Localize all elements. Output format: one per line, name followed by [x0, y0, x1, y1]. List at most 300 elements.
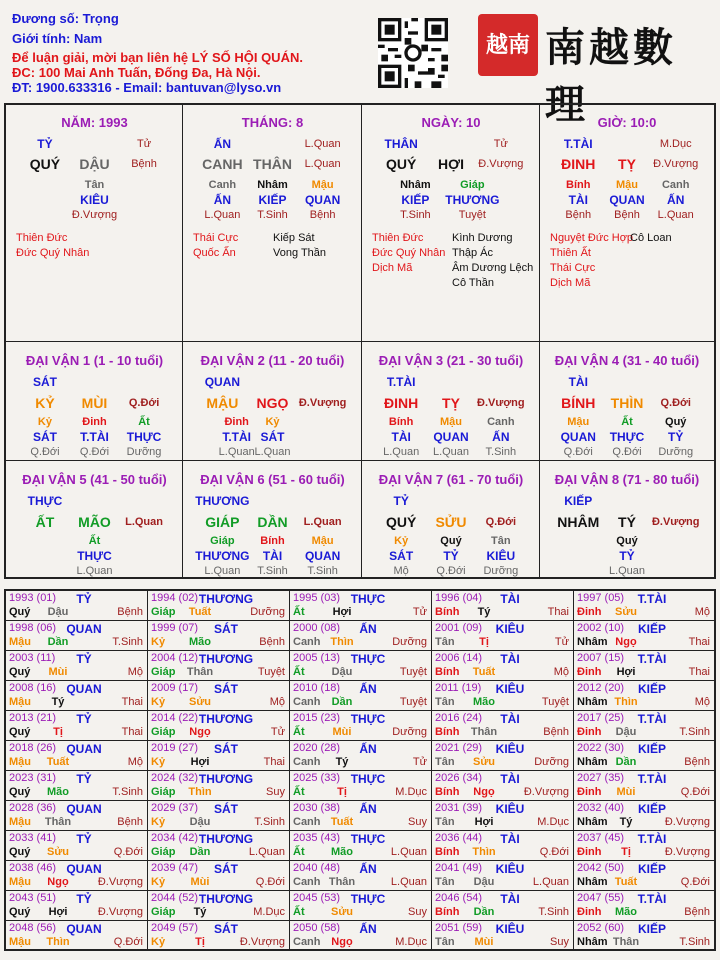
year-cell	[290, 621, 432, 651]
dai-van-hidden-growth: Dưỡng	[126, 446, 162, 458]
dai-van-hidden-ten-god: SÁT	[32, 430, 57, 444]
dai-van-hidden-ten-god: QUAN	[560, 430, 596, 444]
year-growth: Q.Đới	[680, 786, 710, 798]
dai-van-branch: MÙI	[81, 395, 108, 411]
year-branch: Thân	[470, 726, 498, 738]
year-growth: T.Sinh	[538, 906, 569, 918]
year-label: 1993 (01)	[9, 592, 57, 604]
year-stem: Bính	[435, 786, 460, 798]
year-cell	[432, 651, 574, 681]
dai-van-hidden-ten-god: TÀI	[391, 430, 411, 444]
year-growth: Đ.Vượng	[523, 786, 569, 798]
year-cell	[148, 801, 290, 831]
year-branch: Mùi	[616, 786, 636, 798]
dai-van-hidden-stem: Mậu	[311, 535, 334, 547]
year-growth: Bệnh	[543, 726, 569, 738]
year-cell	[290, 801, 432, 831]
dai-van-branch: DẦN	[257, 514, 288, 530]
year-branch: Dậu	[473, 876, 495, 888]
year-stem: Ất	[293, 606, 305, 618]
year-growth: Suy	[408, 816, 427, 828]
year-cell	[574, 831, 714, 861]
year-ten-god: THỰC	[350, 592, 386, 606]
year-label: 2035 (43)	[293, 832, 341, 844]
year-growth: Thai	[263, 756, 285, 768]
dai-van-state: Q.Đới	[485, 516, 517, 528]
hidden-stem: Canh	[661, 179, 690, 191]
year-stem: Kỷ	[151, 876, 166, 888]
year-cell	[148, 861, 290, 891]
dai-van-stem: BÍNH	[561, 395, 596, 411]
year-stem: Ất	[293, 846, 305, 858]
pillar-stem: QUÝ	[385, 156, 417, 172]
hidden-stem: Nhâm	[257, 179, 288, 191]
year-growth: Tuyệt	[257, 666, 285, 678]
year-ten-god: TỶ	[76, 652, 92, 666]
dai-van-hidden-growth: Mộ	[393, 565, 409, 577]
year-label: 2037 (45)	[577, 832, 625, 844]
year-branch: Mùi	[474, 936, 494, 948]
year-stem: Nhâm	[577, 816, 608, 828]
year-cell	[290, 891, 432, 921]
year-cell	[290, 861, 432, 891]
star-item: Đức Quý Nhân	[372, 247, 446, 259]
year-branch: Dần	[473, 906, 495, 918]
hidden-growth: Bệnh	[614, 209, 640, 221]
dai-van-stem: ĐINH	[384, 395, 419, 411]
year-stem: Giáp	[151, 786, 176, 798]
pillar-branch: DẬU	[79, 156, 110, 172]
year-ten-god: KIẾP	[637, 802, 667, 816]
year-growth: Đ.Vượng	[664, 816, 710, 828]
year-branch: Dần	[331, 696, 353, 708]
year-growth: Bệnh	[117, 816, 143, 828]
year-growth: T.Sinh	[679, 726, 710, 738]
year-branch: Tuất	[188, 606, 212, 618]
star-item: Thập Ác	[452, 247, 493, 259]
year-ten-god: THƯƠNG	[198, 712, 254, 726]
year-branch: Thân	[186, 666, 214, 678]
year-ten-god: ẤN	[359, 922, 377, 936]
year-ten-god: KIẾP	[637, 742, 667, 756]
year-cell	[148, 711, 290, 741]
year-ten-god: THỰC	[350, 652, 386, 666]
year-branch: Ngọ	[615, 636, 637, 648]
year-label: 2041 (49)	[435, 862, 483, 874]
year-ten-god: TỶ	[76, 772, 92, 786]
year-label: 2033 (41)	[9, 832, 57, 844]
year-cell	[574, 921, 714, 951]
inauspicious-stars	[273, 231, 326, 261]
year-cell	[148, 651, 290, 681]
auspicious-stars	[550, 231, 633, 291]
dai-van-ten-god: THƯƠNG	[195, 494, 250, 508]
year-branch: Sửu	[46, 846, 70, 858]
year-label: 2015 (23)	[293, 712, 341, 724]
year-growth: Dưỡng	[392, 636, 427, 648]
dai-van-hidden-ten-god: TỶ	[443, 549, 459, 563]
year-stem: Kỷ	[151, 636, 166, 648]
year-cell	[432, 861, 574, 891]
dai-van-state: Q.Đới	[128, 397, 160, 409]
year-branch: Tị	[337, 786, 347, 798]
owner-name: Đương số: Trọng	[12, 11, 119, 26]
dai-van-hidden-growth: L.Quan	[254, 446, 291, 458]
year-cell	[574, 771, 714, 801]
dai-van-title: ĐẠI VẬN 3 (21 - 30 tuổi)	[378, 353, 524, 368]
year-ten-god: ẤN	[359, 682, 377, 696]
star-item: Âm Dương Lệch	[452, 262, 534, 274]
year-label: 2007 (15)	[577, 652, 625, 664]
star-item: Kình Dương	[452, 232, 513, 244]
dai-van-hidden-stem: Quý	[616, 535, 638, 547]
year-cell	[432, 741, 574, 771]
year-cell	[6, 801, 148, 831]
year-growth: L.Quan	[390, 876, 427, 888]
dai-van-stem: ẤT	[35, 514, 55, 530]
dai-van-hidden-stem: Kỷ	[394, 535, 409, 547]
year-stem: Đinh	[577, 906, 602, 918]
year-label: 2003 (11)	[9, 652, 56, 664]
year-ten-god: TỶ	[76, 592, 92, 606]
year-label: 1999 (07)	[151, 622, 199, 634]
year-branch: Tý	[335, 756, 349, 768]
year-label: 2045 (53)	[293, 892, 341, 904]
year-stem: Đinh	[577, 786, 602, 798]
dai-van-hidden-growth: L.Quan	[608, 565, 646, 577]
dai-van-hidden-stem: Mậu	[440, 416, 462, 428]
hidden-growth: L.Quan	[204, 209, 241, 221]
dai-van-title: ĐẠI VẬN 8 (71 - 80 tuổi)	[554, 472, 700, 487]
dai-van-state: L.Quan	[303, 516, 342, 528]
dai-van-ten-god: SÁT	[32, 375, 57, 389]
year-stem: Kỷ	[151, 696, 166, 708]
year-stem: Đinh	[577, 606, 602, 618]
year-label: 2049 (57)	[151, 922, 199, 934]
year-cell	[290, 921, 432, 951]
year-growth: M.Dục	[395, 936, 427, 948]
year-label: 2046 (54)	[435, 892, 483, 904]
year-stem: Bính	[435, 666, 460, 678]
year-growth: Tử	[412, 606, 427, 618]
inauspicious-stars	[630, 231, 672, 246]
year-cell	[6, 591, 148, 621]
year-ten-god: QUAN	[66, 802, 102, 816]
year-stem: Bính	[435, 726, 460, 738]
year-cell	[6, 861, 148, 891]
year-ten-god: KIÊU	[495, 862, 525, 876]
dai-van-hidden-ten-god: QUAN	[304, 549, 341, 563]
year-cell	[432, 771, 574, 801]
year-branch: Mão	[189, 636, 211, 648]
dai-van-hidden-growth: Q.Đới	[612, 446, 642, 458]
year-label: 2006 (14)	[435, 652, 483, 664]
hidden-stem: Mậu	[311, 179, 334, 191]
dai-van-hidden-stem: Bính	[388, 416, 414, 428]
pillar-branch: TỴ	[618, 156, 636, 172]
year-cell	[148, 771, 290, 801]
year-branch: Tý	[51, 696, 65, 708]
year-growth: M.Dục	[253, 906, 285, 918]
year-label: 2044 (52)	[151, 892, 199, 904]
year-branch: Thân	[612, 936, 640, 948]
dai-van-branch: TÝ	[618, 514, 636, 530]
year-label: 2038 (46)	[9, 862, 57, 874]
year-ten-god: SÁT	[214, 682, 238, 696]
pillar-title: GIỜ: 10:0	[597, 115, 657, 130]
auspicious-stars	[193, 231, 238, 261]
year-ten-god: T.TÀI	[637, 892, 667, 906]
year-branch: Thân	[328, 876, 356, 888]
year-ten-god: TÀI	[500, 892, 520, 906]
dai-van-hidden-growth: L.Quan	[432, 446, 470, 458]
year-branch: Sửu	[614, 606, 638, 618]
year-growth: Thai	[688, 636, 710, 648]
dai-van-stem: NHÂM	[557, 514, 600, 530]
year-branch: Thìn	[46, 936, 70, 948]
year-label: 2030 (38)	[293, 802, 341, 814]
year-branch: Mão	[47, 786, 69, 798]
year-stem: Quý	[9, 726, 31, 738]
hidden-growth: Bệnh	[309, 209, 336, 221]
dai-van-hidden-ten-god: KIÊU	[486, 549, 516, 563]
year-cell	[6, 921, 148, 951]
year-label: 2026 (34)	[435, 772, 483, 784]
year-cell	[574, 861, 714, 891]
pillar-branch: HỢI	[438, 156, 464, 172]
year-branch: Dần	[189, 846, 211, 858]
year-growth: Thai	[121, 726, 143, 738]
year-cell	[290, 741, 432, 771]
year-cell	[432, 711, 574, 741]
dai-van-stem: QUÝ	[385, 514, 417, 530]
year-label: 2029 (37)	[151, 802, 199, 814]
year-ten-god: T.TÀI	[637, 592, 667, 606]
year-cell	[574, 741, 714, 771]
year-growth: L.Quan	[248, 846, 285, 858]
star-item: Dịch Mã	[550, 277, 591, 289]
year-branch: Sửu	[330, 906, 354, 918]
year-label: 2008 (16)	[9, 682, 57, 694]
star-item: Vong Thần	[273, 247, 327, 259]
year-growth: Suy	[266, 786, 285, 798]
year-label: 2050 (58)	[293, 922, 341, 934]
gender: Giới tính: Nam	[12, 31, 103, 46]
hidden-ten-god: TÀI	[568, 193, 588, 207]
year-ten-god: TÀI	[500, 652, 520, 666]
year-ten-god: SÁT	[214, 862, 238, 876]
year-label: 2019 (27)	[151, 742, 199, 754]
dai-van-state: Đ.Vượng	[477, 397, 525, 409]
year-ten-god: QUAN	[66, 682, 102, 696]
dai-van-hidden-stem: Đinh	[82, 416, 107, 428]
year-label: 2039 (47)	[151, 862, 199, 874]
year-stem: Quý	[9, 906, 31, 918]
year-cell	[574, 651, 714, 681]
year-branch: Dậu	[47, 606, 69, 618]
year-stem: Kỷ	[151, 936, 166, 948]
dai-van-hidden-ten-god: THỰC	[77, 549, 112, 563]
year-stem: Canh	[293, 696, 321, 708]
year-label: 2022 (30)	[577, 742, 625, 754]
year-branch: Ngọ	[47, 876, 69, 888]
contact-note: Để luận giải, mời bạn liên hệ LÝ SỐ HỘI QUÁN.	[12, 50, 303, 65]
dai-van-ten-god: QUAN	[204, 375, 241, 389]
phone-email[interactable]: ĐT: 1900.633316 - Email: bantuvan@lyso.vn	[12, 80, 282, 95]
year-ten-god: T.TÀI	[637, 772, 667, 786]
year-label: 2040 (48)	[293, 862, 341, 874]
hidden-growth: Đ.Vượng	[71, 209, 118, 221]
year-ten-god: THƯƠNG	[198, 892, 254, 906]
dai-van-title: ĐẠI VẬN 4 (31 - 40 tuổi)	[554, 353, 700, 368]
dai-van-stem: MẬU	[206, 395, 239, 411]
year-ten-god: TỶ	[76, 832, 92, 846]
year-ten-god: KIÊU	[495, 682, 525, 696]
year-growth: T.Sinh	[112, 786, 143, 798]
hidden-stem: Tân	[84, 179, 105, 191]
year-label: 1998 (06)	[9, 622, 57, 634]
year-cell	[432, 831, 574, 861]
year-branch: Mão	[331, 846, 353, 858]
year-ten-god: TÀI	[500, 832, 520, 846]
year-label: 2023 (31)	[9, 772, 57, 784]
year-cell	[432, 681, 574, 711]
dai-van-branch: NGỌ	[256, 395, 289, 411]
year-stem: Nhâm	[577, 696, 608, 708]
dai-van-hidden-growth: Q.Đới	[30, 446, 60, 458]
year-stem: Mậu	[9, 756, 31, 768]
dai-van-hidden-growth: L.Quan	[218, 446, 255, 458]
year-branch: Dần	[47, 636, 69, 648]
year-cell	[574, 891, 714, 921]
year-stem: Canh	[293, 756, 321, 768]
year-branch: Tuất	[46, 756, 70, 768]
year-stem: Quý	[9, 606, 31, 618]
year-branch: Mùi	[48, 666, 68, 678]
year-label: 2016 (24)	[435, 712, 483, 724]
dai-van-hidden-growth: T.Sinh	[307, 565, 338, 577]
year-cell	[432, 801, 574, 831]
year-growth: Tuyệt	[399, 666, 427, 678]
dai-van-hidden-ten-god: T.TÀI	[80, 430, 109, 444]
dai-van-state: Đ.Vượng	[298, 397, 347, 409]
year-growth: Thai	[688, 666, 710, 678]
year-growth: Q.Đới	[539, 846, 569, 858]
year-stem: Tân	[435, 816, 455, 828]
year-branch: Hợi	[616, 666, 636, 678]
pillar-title: NĂM: 1993	[61, 115, 128, 130]
year-label: 2020 (28)	[293, 742, 341, 754]
year-ten-god: KIẾP	[637, 622, 667, 636]
year-ten-god: SÁT	[214, 742, 238, 756]
year-growth: Tử	[412, 756, 427, 768]
dai-van-hidden-ten-god: THỰC	[609, 430, 645, 444]
dai-van-hidden-stem: Kỷ	[265, 416, 280, 428]
year-label: 2036 (44)	[435, 832, 483, 844]
dai-van-stem: KỶ	[35, 395, 55, 411]
year-cell	[432, 621, 574, 651]
year-growth: Mộ	[127, 756, 143, 768]
auspicious-stars	[16, 231, 89, 261]
year-stem: Nhâm	[577, 636, 608, 648]
star-item: Dịch Mã	[372, 262, 413, 274]
star-item: Kiếp Sát	[273, 232, 315, 244]
year-growth: T.Sinh	[112, 636, 143, 648]
year-ten-god: TỶ	[76, 892, 92, 906]
year-ten-god: QUAN	[66, 622, 102, 636]
dai-van-branch: MÃO	[78, 514, 111, 530]
year-branch: Dậu	[615, 726, 637, 738]
star-item: Thiên Đức	[16, 232, 68, 244]
star-item: Thiên Ất	[550, 247, 591, 259]
year-label: 2004 (12)	[151, 652, 199, 664]
star-item: Cô Thần	[452, 277, 494, 289]
year-cell	[290, 681, 432, 711]
year-growth: Thai	[547, 606, 569, 618]
dai-van-hidden-growth: L.Quan	[383, 446, 420, 458]
year-label: 2031 (39)	[435, 802, 483, 814]
address: ĐC: 100 Mai Anh Tuấn, Đống Đa, Hà Nội.	[12, 65, 261, 80]
year-cell	[6, 891, 148, 921]
year-label: 2047 (55)	[577, 892, 625, 904]
year-label: 1997 (05)	[577, 592, 625, 604]
dai-van-hidden-stem: Bính	[260, 535, 285, 547]
year-cell	[290, 591, 432, 621]
pillar-stem-state: Tử	[493, 138, 508, 150]
dai-van-hidden-growth: Dưỡng	[483, 565, 519, 577]
year-branch: Tị	[479, 636, 489, 648]
year-label: 2013 (21)	[9, 712, 57, 724]
year-stem: Tân	[435, 636, 455, 648]
year-growth: Đ.Vượng	[664, 846, 710, 858]
year-cell	[574, 681, 714, 711]
year-ten-god: ẤN	[359, 622, 377, 636]
year-stem: Đinh	[577, 726, 602, 738]
year-stem: Giáp	[151, 846, 176, 858]
year-ten-god: TÀI	[500, 592, 520, 606]
dai-van-hidden-ten-god: TÀI	[262, 549, 283, 563]
grid-cell	[6, 105, 183, 342]
pillar-title: THÁNG: 8	[241, 115, 304, 130]
pillar-ten-god: T.TÀI	[563, 137, 593, 151]
year-stem: Mậu	[9, 696, 31, 708]
year-label: 1996 (04)	[435, 592, 483, 604]
year-cell	[148, 681, 290, 711]
dai-van-hidden-ten-god: QUAN	[433, 430, 469, 444]
dai-van-hidden-stem: Giáp	[210, 535, 235, 547]
hidden-growth: Tuyệt	[458, 209, 486, 221]
year-branch: Tuất	[614, 876, 638, 888]
hidden-stem: Mậu	[616, 179, 638, 191]
year-cell	[148, 831, 290, 861]
dai-van-branch: TỴ	[442, 395, 460, 411]
year-growth: Dưỡng	[534, 756, 569, 768]
year-stem: Nhâm	[577, 936, 608, 948]
year-ten-god: SÁT	[214, 802, 238, 816]
year-branch: Tị	[195, 936, 205, 948]
year-growth: L.Quan	[390, 846, 427, 858]
year-stem: Nhâm	[577, 756, 608, 768]
year-growth: Bệnh	[117, 606, 143, 618]
year-label: 2052 (60)	[577, 922, 625, 934]
pillar-stem-state: Tử	[137, 138, 152, 150]
year-ten-god: ẤN	[359, 742, 377, 756]
dai-van-title: ĐẠI VẬN 1 (1 - 10 tuổi)	[25, 353, 164, 368]
pillar-ten-god: ẤN	[213, 137, 232, 151]
year-label: 2001 (09)	[435, 622, 483, 634]
year-stem: Canh	[293, 636, 321, 648]
year-cell	[148, 921, 290, 951]
